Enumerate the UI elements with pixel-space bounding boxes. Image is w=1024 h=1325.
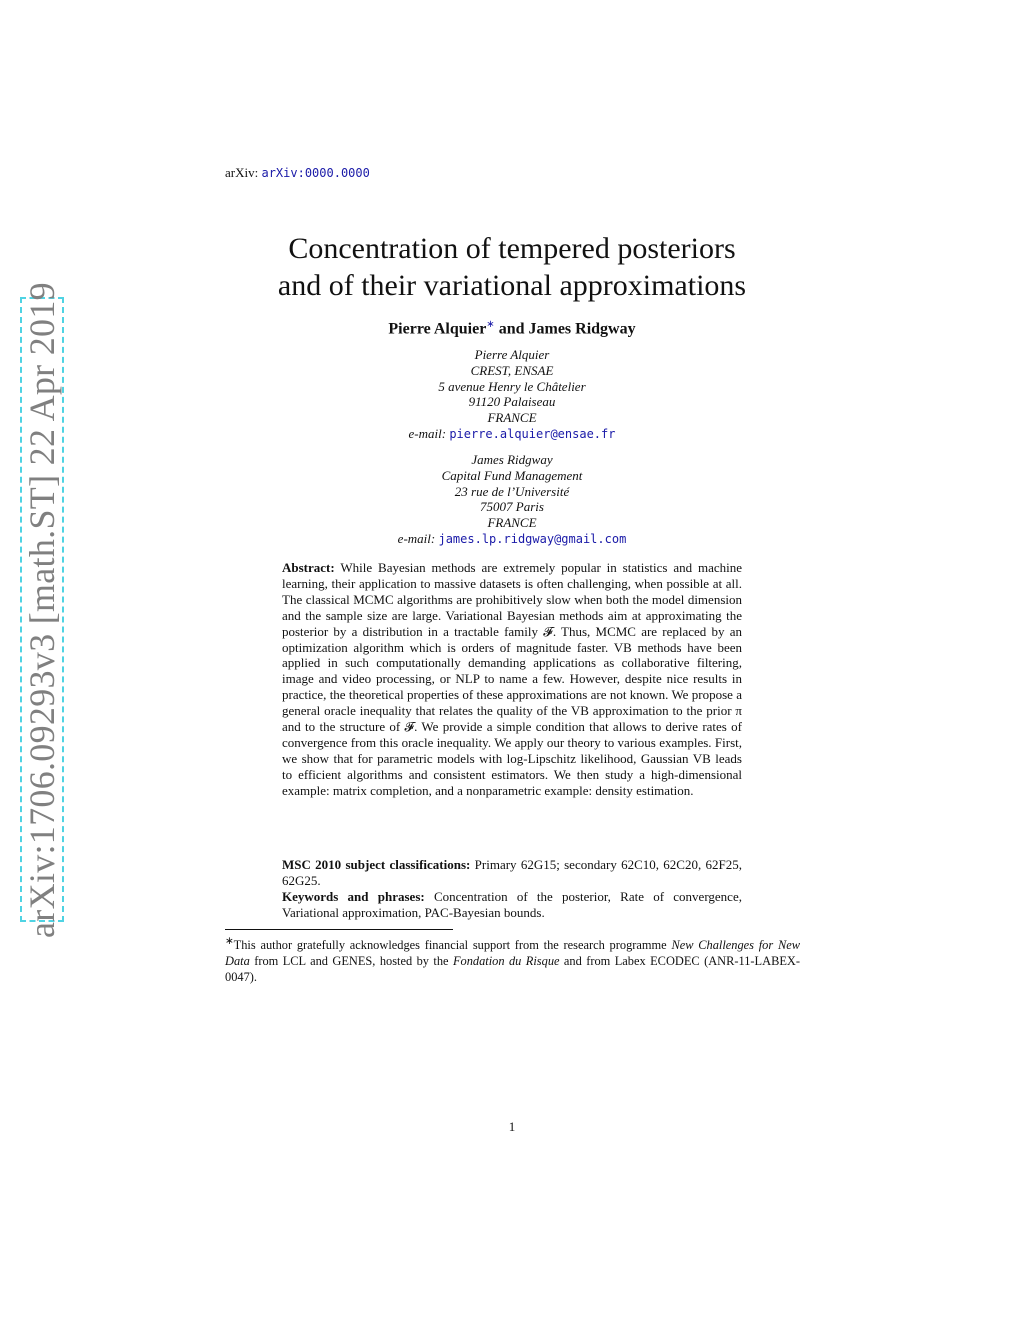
affiliation-line: James Ridgway <box>471 452 553 467</box>
arxiv-header <box>225 165 370 181</box>
msc-classifications <box>282 857 742 889</box>
email-link[interactable]: pierre.alquier@ensae.fr <box>449 426 616 441</box>
affiliation-line: FRANCE <box>487 410 537 426</box>
affiliation-block-1 <box>0 347 1024 443</box>
footnote-italic-1: New Challenges for New Data <box>225 938 800 968</box>
author-first: Pierre Alquier <box>388 320 487 338</box>
affiliation-line: 91120 Palaiseau <box>468 394 556 410</box>
affiliation-line: FRANCE <box>487 515 537 531</box>
email-label: e-mail: <box>408 425 450 441</box>
keywords <box>282 889 742 921</box>
paper-title-line-2: and of their variational approximations <box>277 269 747 302</box>
affiliation-line: 23 rue de l’Université <box>454 483 570 499</box>
footnote <box>225 934 800 986</box>
footnote-mark: ∗ <box>225 936 234 947</box>
footnote-text-3: and from Labex ECODEC (ANR-11-LABEX-0047). <box>225 953 800 984</box>
arxiv-id-link[interactable]: arXiv:0000.0000 <box>261 166 370 180</box>
affiliation-line: Capital Fund Management <box>441 467 583 483</box>
affiliation-email-row <box>0 426 1024 443</box>
footnote-text-2: from LCL and GENES, hosted by the <box>249 953 453 968</box>
abstract <box>282 560 742 799</box>
email-link[interactable]: james.lp.ridgway@gmail.com <box>438 531 627 546</box>
affiliation-line: 75007 Paris <box>480 499 544 515</box>
affiliation-line: Pierre Alquier <box>474 347 550 362</box>
affiliation-email-row <box>0 531 1024 548</box>
msc-text: Primary 62G15; secondary 62C10, 62C20, 62F25, 62G25. <box>282 857 742 888</box>
footnote-rule <box>225 929 453 930</box>
email-label: e-mail: <box>397 530 439 546</box>
msc-label: MSC 2010 subject classifications: <box>282 857 471 872</box>
author-footnote-mark[interactable]: ∗ <box>486 319 495 330</box>
abstract-label: Abstract: <box>282 560 335 575</box>
author-rest: and James Ridgway <box>494 320 636 338</box>
affiliation-line: CREST, ENSAE <box>470 362 554 378</box>
affiliation-block-2 <box>0 452 1024 548</box>
arxiv-header-label: arXiv: <box>225 165 259 180</box>
footnote-text-1: This author gratefully acknowledges financial support from the research programme <box>233 938 672 953</box>
keywords-label: Keywords and phrases: <box>282 889 425 904</box>
footnote-italic-2: Fondation du Risque <box>452 953 560 968</box>
page-number: 1 <box>508 1119 516 1134</box>
abstract-text: While Bayesian methods are extremely popular in statistics and machine learning, their application to massive datasets is often challenging, when possible at all. The classical MCMC algorithms are prohibitively slow when both the model dimension and the sample size are large. Variational Bayesian methods aim at approximating the posterior by a distribution in a tractable family 𝓕. Thus, MCMC are replaced by an optimization algorithm which is orders of magnitude faster. VB methods have been applied in such computationally demanding applications as collaborative filtering, image and video processing, or NLP to name a few. However, despite nice results in practice, the theoretical properties of these approximations are not known. We propose a general oracle inequality that relates the quality of the VB approximation to the prior π and to the structure of 𝓕. We provide a simple condition that allows to derive rates of convergence from this oracle inequality. We apply our theory to various examples. First, we show that for parametric models with log-Lipschitz likelihood, Gaussian VB leads to efficient algorithms and consistent estimators. We then study a high-dimensional example: matrix completion, and a nonparametric example: density estimation. <box>282 560 743 798</box>
arxiv-side-stamp-text: arXiv:1706.09293v3 [math.ST] 22 Apr 2019 <box>22 281 62 938</box>
keywords-text: Concentration of the posterior, Rate of convergence, Variational approximation, PAC-Bayesian bounds. <box>282 889 742 920</box>
paper-title-line-1: Concentration of tempered posteriors <box>288 232 736 265</box>
author-list <box>0 319 1024 338</box>
affiliation-line: 5 avenue Henry le Châtelier <box>438 378 586 394</box>
paper-title <box>0 230 1024 304</box>
